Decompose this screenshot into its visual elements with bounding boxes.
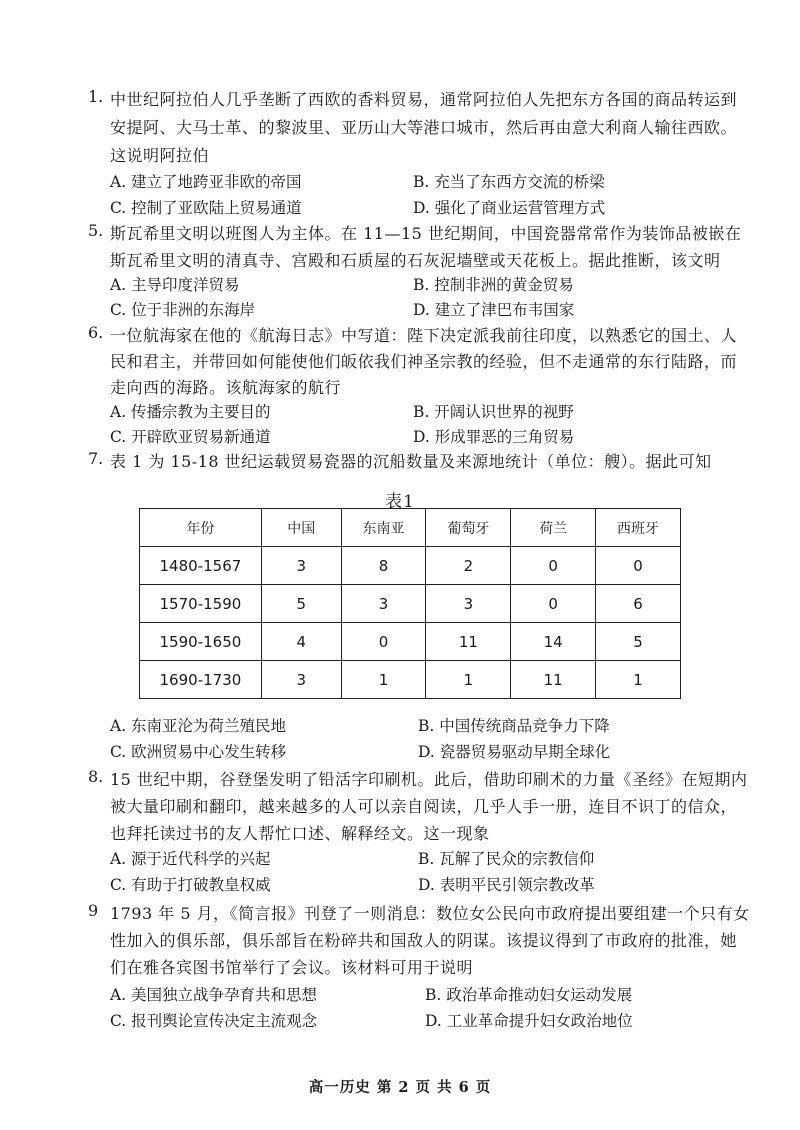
option-b: B. 瓦解了民众的宗教信仰 [418,850,595,868]
option-c: C. 控制了亚欧陆上贸易通道 [110,199,302,217]
option-c: C. 报刊舆论宣传决定主流观念 [110,1012,318,1030]
table-cell: 14 [511,623,596,661]
option-a: A. 美国独立战争孕育共和思想 [110,986,318,1004]
table-cell: 1690-1730 [140,661,262,699]
question-text-line: 也拜托读过书的友人帮忙口述、解释经文。这一现象 [110,824,490,843]
question-number: 1. [88,87,104,106]
option-b: B. 政治革命推动妇女运动发展 [425,986,633,1004]
option-a: A. 传播宗教为主要目的 [110,403,271,421]
table-cell: 6 [596,585,681,623]
question-text-line: 被大量印刷和翻印，越来越多的人可以亲自阅读，几乎人手一册，连目不识丁的信众， [110,797,738,816]
table-cell: 1 [341,661,426,699]
option-c: C. 位于非洲的东海岸 [110,301,256,319]
question-text-line: 15 世纪中期，谷登堡发明了铅活字印刷机。此后，借助印刷术的力量《圣经》在短期内 [110,770,748,789]
option-c: C. 有助于打破教皇权威 [110,876,271,894]
column-header: 中国 [261,509,341,547]
question-text-line: 一位航海家在他的《航海日志》中写道：陛下决定派我前往印度，以熟悉它的国土、人 [110,326,738,345]
question-text-line: 这说明阿拉伯 [110,146,210,165]
option-a: A. 主导印度洋贸易 [110,276,240,294]
table-cell: 8 [341,547,426,585]
option-a: A. 源于近代科学的兴起 [110,850,271,868]
table-row [140,585,681,623]
table-cell: 0 [596,547,681,585]
table-cell: 5 [261,585,341,623]
option-d: D. 工业革命提升妇女政治地位 [425,1012,633,1030]
table-caption: 表1 [385,492,415,512]
table-row [140,623,681,661]
option-d: D. 瓷器贸易驱动早期全球化 [418,743,611,761]
column-header: 葡萄牙 [426,509,511,547]
question-text-line: 们在雅各宾图书馆举行了会议。该材料可用于说明 [110,958,474,977]
table-cell: 1480-1567 [140,547,262,585]
option-c: C. 开辟欧亚贸易新通道 [110,428,271,446]
option-c: C. 欧洲贸易中心发生转移 [110,743,287,761]
option-b: B. 充当了东西方交流的桥梁 [413,173,605,191]
option-d: D. 强化了商业运营管理方式 [413,199,606,217]
option-d: D. 表明平民引领宗教改革 [418,876,595,894]
question-text-line: 斯瓦希里文明以班图人为主体。在 11—15 世纪期间，中国瓷器常常作为装饰品被嵌在 [110,224,742,243]
option-d: D. 形成罪恶的三角贸易 [413,428,575,446]
table-cell: 1 [596,661,681,699]
table-cell: 1 [426,661,511,699]
table-cell: 4 [261,623,341,661]
table-cell: 3 [426,585,511,623]
question-text-line: 民和君主，并带回如何能使他们皈依我们神圣宗教的经验，但不走通常的东行陆路，而 [110,352,738,371]
column-header: 荷兰 [511,509,596,547]
question-number: 8. [88,767,104,786]
table-cell: 5 [596,623,681,661]
question-text-line: 中世纪阿拉伯人几乎垄断了西欧的香料贸易，通常阿拉伯人先把东方各国的商品转运到 [110,90,738,109]
table-cell: 3 [261,661,341,699]
option-b: B. 中国传统商品竞争力下降 [418,717,610,735]
table-cell: 0 [511,547,596,585]
option-b: B. 控制非洲的黄金贸易 [413,276,574,294]
option-b: B. 开阔认识世界的视野 [413,403,574,421]
page-footer: 高一历史 第 2 页 共 6 页 [308,1079,492,1096]
table-row [140,661,681,699]
column-header: 东南亚 [341,509,426,547]
question-text-line: 走向西的海路。该航海家的航行 [110,378,342,397]
table-cell: 2 [426,547,511,585]
column-header: 年份 [140,509,262,547]
question-number: 7. [88,449,104,468]
question-number: 6. [88,323,104,342]
column-header: 西班牙 [596,509,681,547]
question-text-line: 表 1 为 15-18 世纪运载贸易瓷器的沉船数量及来源地统计（单位：艘）。据此可知 [110,452,712,471]
question-text-line: 1793 年 5 月，《简言报》刊登了一则消息：数位女公民向市政府提出要组建一个只有女 [110,904,750,923]
question-number: 9 [88,901,99,920]
table-cell: 1590-1650 [140,623,262,661]
table-header-row [140,509,681,547]
option-a: A. 东南亚沦为荷兰殖民地 [110,717,287,735]
option-d: D. 建立了津巴布韦国家 [413,301,575,319]
table-cell: 1570-1590 [140,585,262,623]
question-text-line: 斯瓦希里文明的清真寺、宫殿和石质屋的石灰泥墙壁或天花板上。据此推断，该文明 [110,251,721,270]
table-cell: 11 [426,623,511,661]
table-row [140,547,681,585]
question-number: 5. [88,221,104,240]
question-text-line: 性加入的俱乐部，俱乐部旨在粉碎共和国敌人的阴谋。该提议得到了市政府的批准，她 [110,931,738,950]
question-text-line: 安提阿、大马士革、的黎波里、亚历山大等港口城市，然后再由意大利商人输往西欧。 [110,118,738,137]
shipwreck-table [139,508,681,699]
table-cell: 11 [511,661,596,699]
table-cell: 0 [511,585,596,623]
table-cell: 3 [261,547,341,585]
table-cell: 0 [341,623,426,661]
option-a: A. 建立了地跨亚非欧的帝国 [110,173,302,191]
table-cell: 3 [341,585,426,623]
